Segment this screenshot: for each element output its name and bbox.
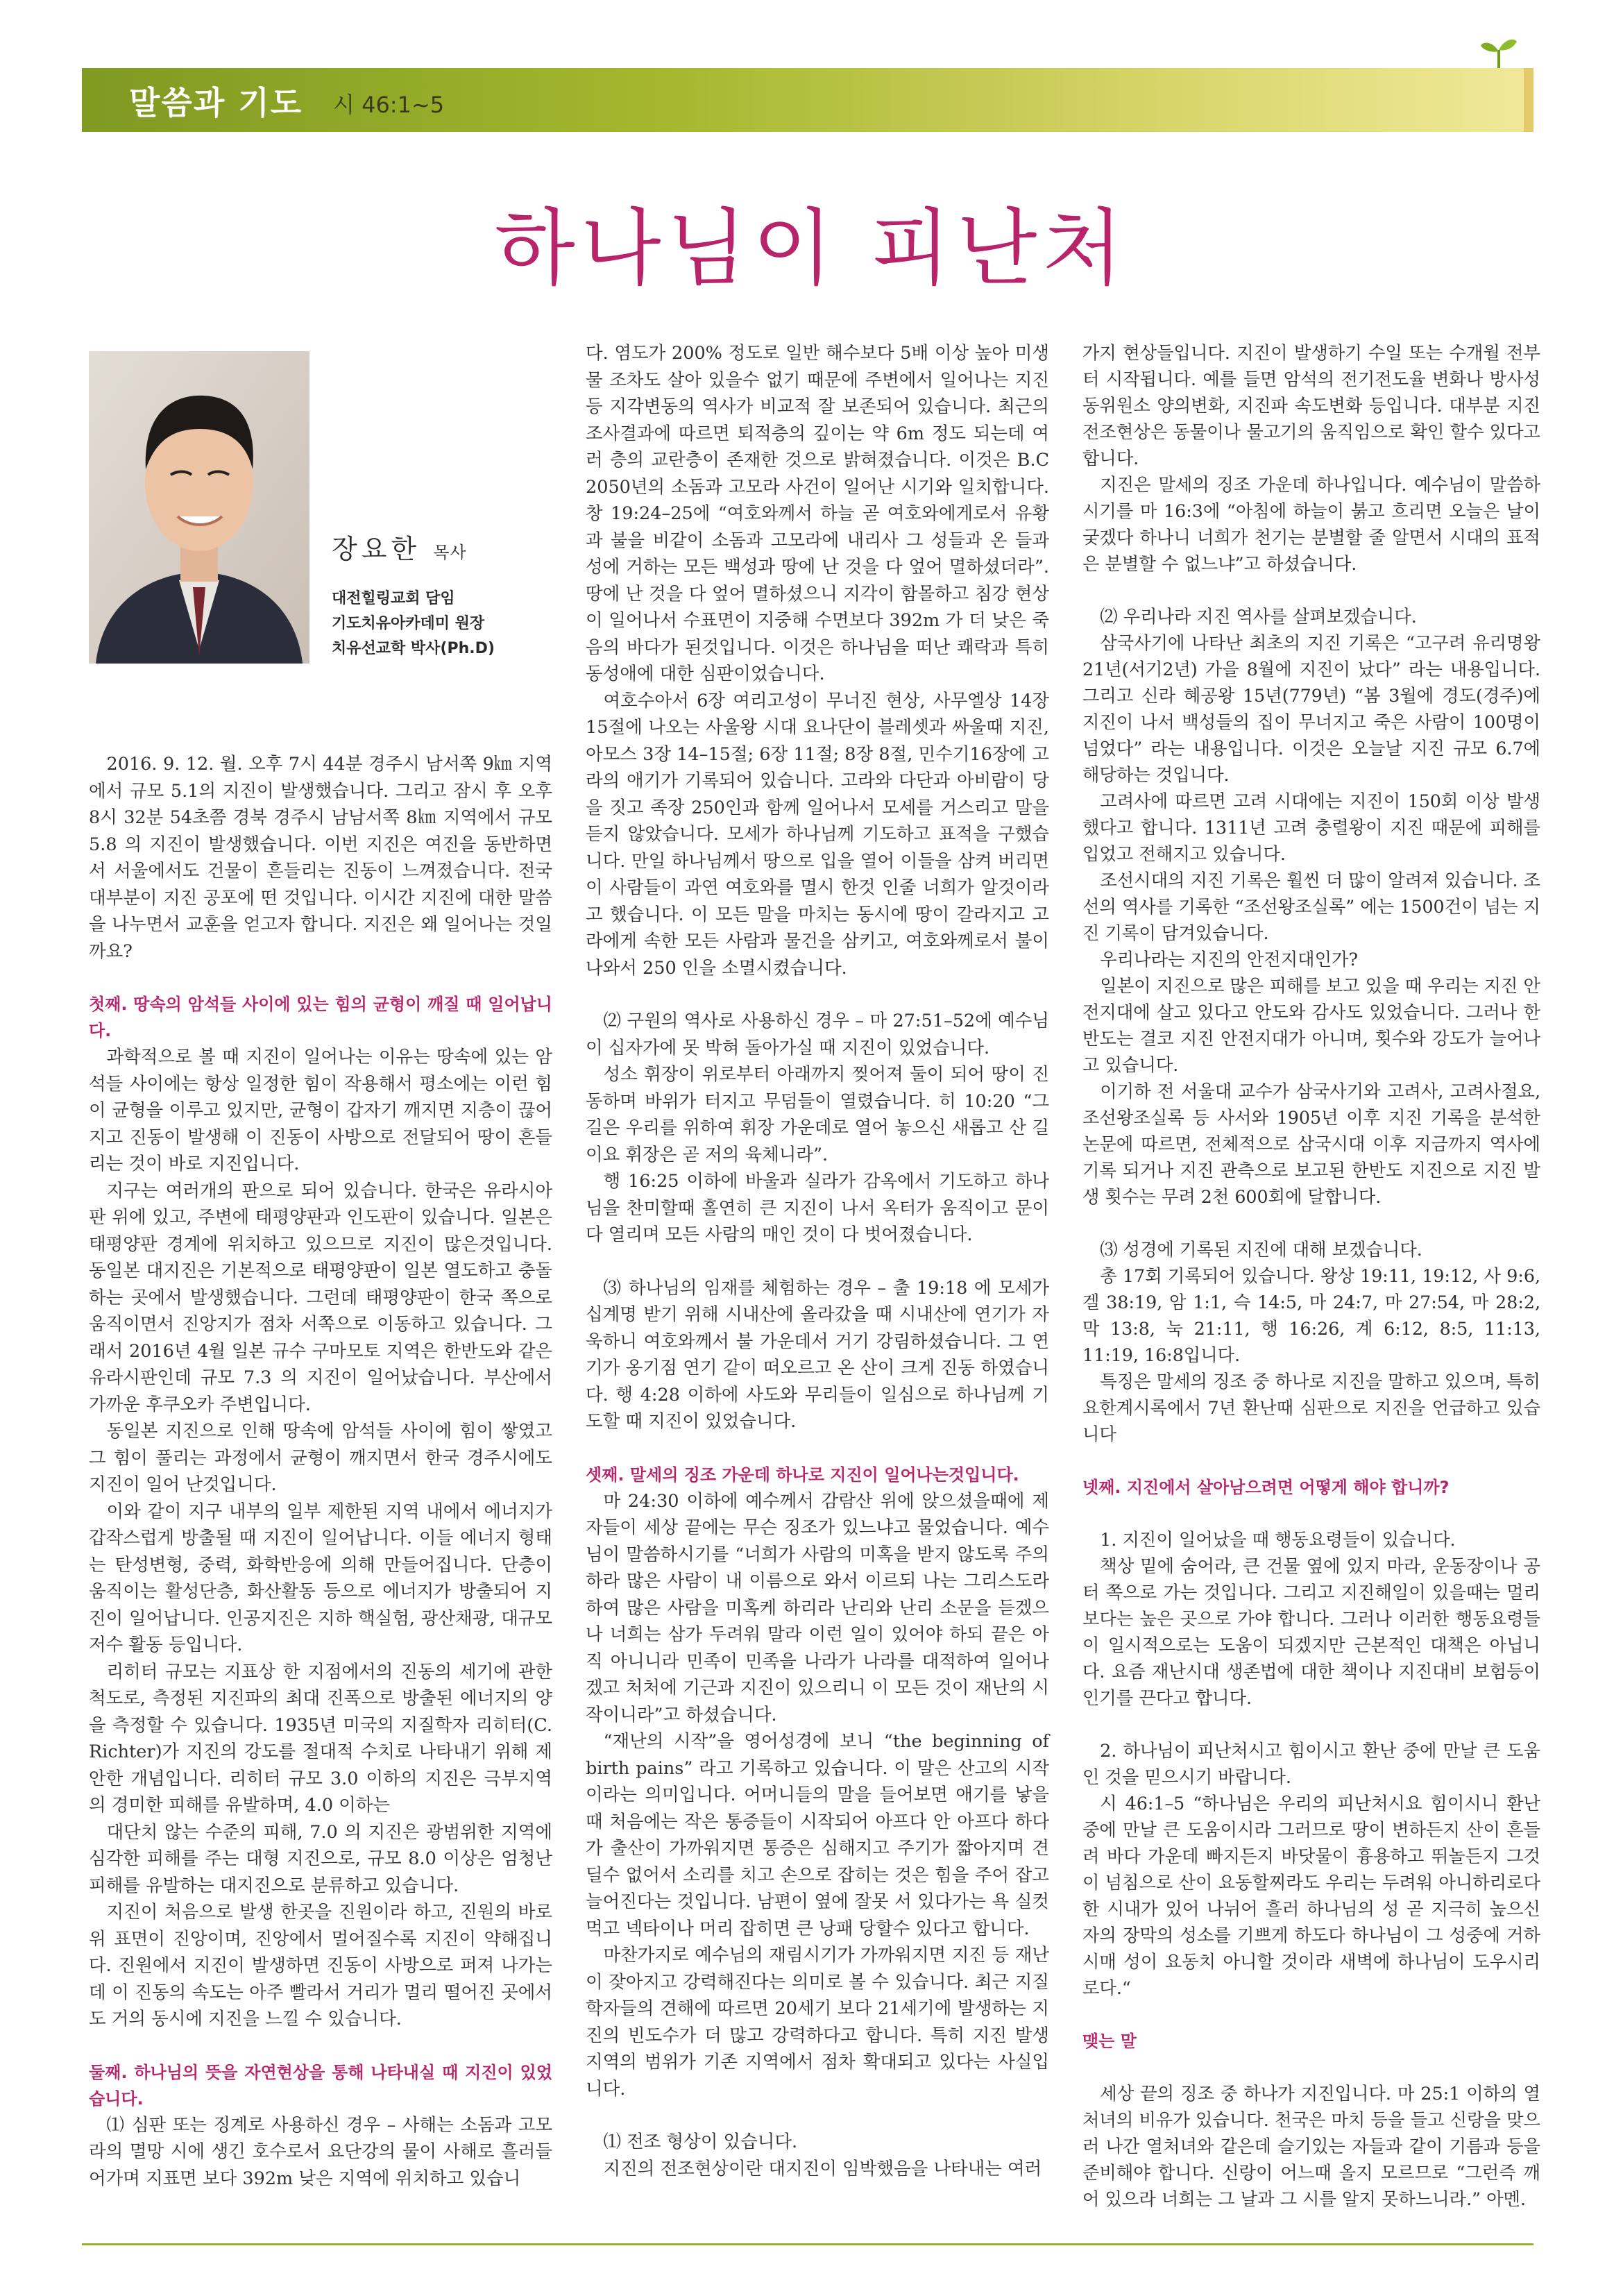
paragraph: 세상 끝의 징조 중 하나가 지진입니다. 마 25:1 이하의 열 처녀의 비유가 있습니다. 천국은 마치 등을 들고 신랑을 맞으러 나간 열처녀와 같은데 슬기있는 자들과 같이 기름과 등을 준비해야 합니다. 신랑이 어느때 올지 모르므로 “그런즉 깨어 있으라 너희는 그 날과 그 시를 알지 못하느니라.” 아멘.: [1082, 2084, 1540, 2209]
paragraph-spacer: [89, 965, 552, 991]
paragraph: 지구는 여러개의 판으로 되어 있습니다. 한국은 유라시아 판 위에 있고, 주변에 태평양판과 인도판이 있습니다. 일본은 태평양판 경계에 위치하고 있으므로 지진이 많은것입니다. 동일본 대지진은 기본적으로 태평양판이 일본 열도하고 충돌하는 곳에서 발생했습니다. 그런데 태평양판이 한국 쪽으로 움직이면서 진앙지가 점차 서쪽으로 이동하고 있습니다. 그래서 2016년 4월 일본 규수 구마모토 지역은 한반도와 같은 유라시판인데 규모 7.3 의 지진이 일어났습니다. 부산에서 가까운 후쿠오카 주변입니다.: [89, 1180, 552, 1415]
paragraph: 책상 밑에 숨어라, 큰 건물 옆에 있지 마라, 운동장이나 공터 쪽으로 가는 것입니다. 그리고 지진해일이 있을때는 멀리 보다는 높은 곳으로 가야 합니다. 그러나 이러한 행동요령들이 일시적으로는 도움이 되겠지만 근본적인 대책은 아닙니다. 요즘 재난시대 생존법에 대한 책이나 지진대비 보험등이 인기를 끈다고 합니다.: [1082, 1556, 1540, 1708]
paragraph-spacer: [586, 2102, 1049, 2129]
paragraph: 이와 같이 지구 내부의 일부 제한된 지역 내에서 에너지가 갑작스럽게 방출될 때 지진이 일어납니다. 이들 에너지 형태는 탄성변형, 중력, 화학반응에 의해 만들어집니다. 단층이 움직이는 활성단층, 화산활동 등으로 에너지가 방출되어 지진이 일어납니다. 인공지진은 지하 핵실험, 광산채광, 대규모 저수 활동 등입니다.: [89, 1501, 552, 1655]
author-title: 목사: [433, 543, 467, 562]
paragraph-spacer: [1082, 1712, 1540, 1738]
author-info-line: 치유선교학 박사(Ph.D): [332, 640, 495, 657]
section-title: 말씀과 기도: [129, 84, 303, 121]
paragraph-spacer: [1082, 1448, 1540, 1474]
paragraph: 1. 지진이 일어났을 때 행동요령들이 있습니다.: [1100, 1530, 1456, 1550]
author-name: 장요한: [332, 534, 421, 564]
paragraph: 지진은 말세의 징조 가운데 하나입니다. 예수님이 말씀하시기를 마 16:3에 “아침에 하늘이 붉고 흐리면 오늘은 날이 궂겠다 하나니 너희가 천기는 분별할 줄 알면서 시대의 표적은 분별할 수 없느냐”고 하셨습니다.: [1082, 475, 1540, 574]
paragraph: 고려사에 따르면 고려 시대에는 지진이 150회 이상 발생했다고 합니다. 1311년 고려 충렬왕이 지진 때문에 피해를 입었고 전해지고 있습니다.: [1082, 791, 1540, 864]
paragraph: 동일본 지진으로 인해 땅속에 암석들 사이에 힘이 쌓였고 그 힘이 풀리는 과정에서 균형이 깨지면서 한국 경주시에도 지진이 일어 난것입니다.: [89, 1421, 552, 1495]
author-name-line: [332, 527, 495, 566]
paragraph: 이기하 전 서울대 교수가 삼국사기와 고려사, 고려사절요, 조선왕조실록 등 사서와 1905년 이후 지진 기록을 분석한 논문에 따르면, 전체적으로 삼국시대 이후 지금까지 역사에 기록 되거나 지진 관측으로 보고된 한반도 지진으로 지진 발생 횟수는 무려 2천 600회에 달합니다.: [1082, 1081, 1540, 1207]
paragraph: ⑴ 심판 또는 징계로 사용하신 경우 – 사해는 소돔과 고모라의 멸망 시에 생긴 호수로서 요단강의 물이 사해로 흘러들어가며 지표면 보다 392m 낮은 지역에 위치하고 있습니: [89, 2114, 552, 2189]
paragraph: 지진의 전조현상이란 대지진이 임박했음을 나타내는 여러: [603, 2158, 1042, 2179]
paragraph: ⑶ 성경에 기록된 지진에 대해 보겠습니다.: [1100, 1240, 1422, 1260]
paragraph-spacer: [89, 2033, 552, 2059]
author-photo: [89, 351, 309, 664]
sprout-icon: [1478, 35, 1520, 69]
paragraph: 특징은 말세의 징조 중 하나로 지진을 말하고 있으며, 특히 요한계시록에서 7년 환난때 심판으로 지진을 언급하고 있습니다: [1082, 1371, 1540, 1444]
paragraph: 대단치 않는 수준의 피해, 7.0 의 지진은 광범위한 지역에 심각한 피해를 주는 대형 지진으로, 규모 8.0 이상은 엄청난 피해를 유발하는 대지진으로 분류하고 있습니다.: [89, 1821, 552, 1896]
section-header-bar: [82, 68, 1533, 132]
paragraph-spacer: [586, 1249, 1049, 1275]
section-heading: 첫째. 땅속의 암석들 사이에 있는 힘의 균형이 깨질 때 일어납니다.: [89, 995, 552, 1040]
paragraph: ⑵ 우리나라 지진 역사를 살펴보겠습니다.: [1100, 607, 1417, 627]
paragraph: 조선시대의 지진 기록은 훨씬 더 많이 알려져 있습니다. 조선의 역사를 기록한 “조선왕조실록” 에는 1500건이 넘는 지진 기록이 담겨있습니다.: [1082, 870, 1540, 943]
paragraph-spacer: [586, 1435, 1049, 1462]
article-column-3: [1082, 340, 1540, 2213]
paragraph-spacer: [1082, 2054, 1540, 2081]
author-info-line: 기도치유아카데미 원장: [332, 615, 485, 632]
paragraph-spacer: [1082, 577, 1540, 604]
paragraph: 성소 휘장이 위로부터 아래까지 찢어져 둘이 되어 땅이 진동하며 바위가 터지고 무덤들이 열렸습니다. 히 10:20 “그 길은 우리를 위하여 휘장 가운데로 열어 놓으신 새롭고 산 길이요 휘장은 곧 저의 육체니라”.: [586, 1064, 1049, 1165]
author-info: [332, 586, 495, 661]
paragraph: 우리나라는 지진의 안전지대인가?: [1100, 949, 1359, 970]
paragraph-spacer: [1082, 2002, 1540, 2028]
section-heading: 둘째. 하나님의 뜻을 자연현상을 통해 나타내실 때 지진이 있었습니다.: [89, 2062, 552, 2109]
paragraph: 총 17회 기록되어 있습니다. 왕상 19:11, 19:12, 사 9:6, 겔 38:19, 암 1:1, 슥 14:5, 마 24:7, 마 27:54, 마 28:2, 막 13:8, 눅 21:11, 행 16:26, 계 6:12, 8:5, 11:13, 11:19, 16:8입니다.: [1082, 1266, 1540, 1365]
paragraph: 리히터 규모는 지표상 한 지점에서의 진동의 세기에 관한 척도로, 측정된 지진파의 최대 진폭으로 방출된 에너지의 양을 측정할 수 있습니다. 1935년 미국의 지질학자 리히터(C. Richter)가 지진의 강도를 절대적 수치로 나타내기 위해 제안한 개념입니다. 리히터 규모 3.0 이하의 지진은 극부지역의 경미한 피해를 유발하며, 4.0 이하는: [89, 1661, 552, 1816]
paragraph: “재난의 시작”을 영어성경에 보니 “the beginning of birth pains” 라고 기록하고 있습니다. 이 말은 산고의 시작이라는 의미입니다. 어머니들의 말을 들어보면 애기를 낳을 때 처음에는 작은 통증들이 시작되어 아프다 안 아프다 하다가 출산이 가까워지면 통증은 심해지고 주기가 짧아지며 견딜수 없어서 소리를 치고 손으로 잡히는 것은 힘을 주어 잡고 늘어진다는 것입니다. 남편이 옆에 잘못 서 있다가는 욕 실컷 먹고 넥타이나 머리 잡히면 큰 낭패 당할수 있다고 합니다.: [586, 1731, 1049, 1939]
section-heading: 넷째. 지진에서 살아남으려면 어떻게 해야 합니까?: [1082, 1478, 1450, 1497]
article-column-1: [89, 751, 552, 2192]
section-heading: 맺는 말: [1082, 2032, 1137, 2051]
paragraph: 과학적으로 볼 때 지진이 일어나는 이유는 땅속에 있는 암석들 사이에는 항상 일정한 힘이 작용해서 평소에는 이런 힘이 균형을 이루고 있지만, 균형이 갑자기 깨지면 지층이 끊어지고 진동이 발생해 이 진동이 사방으로 전달되어 땅이 흔들리는 것이 바로 지진입니다.: [89, 1047, 552, 1174]
paragraph-spacer: [586, 981, 1049, 1008]
paragraph: 행 16:25 이하에 바울과 실라가 감옥에서 기도하고 하나님을 찬미할때 홀연히 큰 지진이 나서 옥터가 움직이고 문이 다 열리며 모든 사람의 매인 것이 다 벗어졌습니다.: [586, 1171, 1049, 1245]
author-block: [332, 527, 495, 661]
paragraph-spacer: [1082, 1501, 1540, 1527]
header-bar-edge: [1524, 68, 1533, 132]
paragraph: ⑵ 구원의 역사로 사용하신 경우 – 마 27:51–52에 예수님이 십자가에 못 박혀 돌아가실 때 지진이 있었습니다.: [586, 1011, 1049, 1058]
paragraph: 다. 염도가 200% 정도로 일반 해수보다 5배 이상 높아 미생물 조차도 살아 있을수 없기 때문에 주변에서 일어나는 지진 등 지각변동의 역사가 비교적 잘 보존되어 있습니다. 최근의 조사결과에 따르면 퇴적층의 깊이는 약 6m 정도 되는데 여러 층의 교란층이 존재한 것으로 밝혀졌습니다. 이것은 B.C 2050년의 소돔과 고모라 사건이 일어난 시기와 일치합니다. 창 19:24–25에 “여호와께서 하늘 곧 여호와에게로서 유황과 불을 비같이 소돔과 고모라에 내리사 그 성들과 온 들과 성에 거하는 모든 백성과 땅에 난 것을 다 엎어 멸하셨더라”. 땅에 난 것을 다 엎어 멸하셨으니 지각이 함몰하고 침강 현상이 일어나서 수표면이 지중해 수면보다 392m 가 더 낮은 죽음의 바다가 된것입니다. 이것은 하나님을 떠난 쾌락과 특히 동성애에 대한 심판이었습니다.: [586, 343, 1049, 684]
paragraph: 마 24:30 이하에 예수께서 감람산 위에 앉으셨을때에 제자들이 세상 끝에는 무슨 징조가 있느냐고 물었습니다. 예수님이 말씀하시기를 “너희가 사람의 미혹을 받지 않도록 주의 하라 많은 사람이 내 이름으로 와서 이르되 나는 그리스도라 하여 많은 사람을 미혹케 하리라 난리와 난리 소문을 듣겠으나 너희는 삼가 두려워 말라 이런 일이 있어야 하되 끝은 아직 아니니라 민족이 민족을 나라가 나라를 대적하여 일어나겠고 처처에 기근과 지진이 있으리니 이 모든 것이 재난의 시작이니라”고 하셨습니다.: [586, 1490, 1049, 1725]
section-heading: 셋째. 말세의 징조 가운데 하나로 지진이 일어나는것입니다.: [586, 1464, 1019, 1485]
paragraph: 여호수아서 6장 여리고성이 무너진 현상, 사무엘상 14장 15절에 나오는 사울왕 시대 요나단이 블레셋과 싸울때 지진, 아모스 3장 14–15절; 6장 11절; 8장 8절, 민수기16장에 고라의 애기가 기록되어 있습니다. 고라와 다단과 아비람이 당을 짓고 족장 250인과 함께 일어나서 모세를 거스리고 말을 듣지 않았습니다. 모세가 하나님께 기도하고 표적을 구했습니다. 만일 하나님께서 땅으로 입을 열어 이들을 삼켜 버리면 이 사람들이 과연 여호와를 멸시 한것 인줄 너희가 알것이라고 했습니다. 이 모든 말을 마치는 동시에 땅이 갈라지고 고라에게 속한 모든 사람과 물건을 삼키고, 여호와께로서 불이 나와서 250 인을 소멸시켰습니다.: [586, 690, 1049, 979]
scripture-reference: 시 46:1~5: [333, 92, 445, 118]
author-info-line: 대전힐링교회 담임: [332, 590, 455, 607]
paragraph: 2016. 9. 12. 월. 오후 7시 44분 경주시 남서쪽 9㎞ 지역에서 규모 5.1의 지진이 발생했습니다. 그리고 잠시 후 오후 8시 32분 54초쯤 경북 경주시 남남서쪽 8㎞ 지역에서 규모 5.8 의 지진이 발생했습니다. 이번 지진은 여진을 동반하면서 서울에서도 건물이 흔들리는 진동이 느껴졌습니다. 전국 대부분이 지진 공포에 떤 것입니다. 이시간 지진에 대한 말씀을 나누면서 교훈을 얻고자 합니다. 지진은 왜 일어나는 것일까요?: [89, 754, 552, 962]
paragraph: 2. 하나님이 피난처시고 힘이시고 환난 중에 만날 큰 도움인 것을 믿으시기 바랍니다.: [1082, 1741, 1540, 1787]
paragraph: ⑴ 전조 형상이 있습니다.: [603, 2132, 798, 2152]
paragraph: 시 46:1–5 “하나님은 우리의 피난처시요 힘이시니 환난 중에 만날 큰 도움이시라 그러므로 땅이 변하든지 산이 흔들려 바다 가운데 빠지든지 바닷물이 흉용하고 뛰놀든지 그것이 넘침으로 산이 요동할찌라도 우리는 두려워 아니하리로다 한 시내가 있어 나뉘어 흘러 하나님의 성 곧 지극히 높으신 자의 장막의 성소를 기쁘게 하도다 하나님이 그 성중에 거하시매 성이 요동치 아니할 것이라 새벽에 하나님이 도우시리로다.“: [1082, 1793, 1540, 1998]
paragraph: 지진이 처음으로 발생 한곳을 진원이라 하고, 진원의 바로 위 표면이 진앙이며, 진앙에서 멀어질수록 지진이 약해집니다. 진원에서 지진이 발생하면 진동이 사방으로 퍼져 나가는데 이 진동의 속도는 아주 빨라서 거리가 멀리 떨어진 곳에서도 거의 동시에 지진을 느낄 수 있습니다.: [89, 1902, 552, 2029]
paragraph-spacer: [1082, 1210, 1540, 1237]
article-column-2: [586, 340, 1049, 2182]
paragraph: 일본이 지진으로 많은 피해를 보고 있을 때 우리는 지진 안전지대에 살고 있다고 안도와 감사도 있었습니다. 그러나 한반도는 결코 지진 안전지대가 아니며, 횟수와 강도가 늘어나고 있습니다.: [1082, 976, 1540, 1075]
bottom-divider: [82, 2243, 1533, 2245]
paragraph: 삼국사기에 나타난 최초의 지진 기록은 “고구려 유리명왕 21년(서기2년) 가을 8월에 지진이 났다” 라는 내용입니다. 그리고 신라 혜공왕 15년(779년) “봄 3월에 경도(경주)에 지진이 나서 백성들의 집이 무너지고 죽은 사람이 100명이 넘었다” 라는 내용입니다. 이것은 오늘날 지진 규모 6.7에 해당하는 것입니다.: [1082, 633, 1540, 785]
article-title: 하나님이 피난처: [494, 201, 1129, 297]
paragraph: 가지 현상들입니다. 지진이 발생하기 수일 또는 수개월 전부터 시작됩니다. 예를 들면 암석의 전기전도율 변화나 방사성 동위원소 양의변화, 지진파 속도변화 등입니다. 대부분 지진 전조현상은 동물이나 물고기의 움직임으로 확인 할수 있다고 합니다.: [1082, 343, 1540, 469]
paragraph: ⑶ 하나님의 임재를 체험하는 경우 – 출 19:18 에 모세가 십계명 받기 위해 시내산에 올라갔을 때 시내산에 연기가 자욱하니 여호와께서 불 가운데서 거기 강림하셨습니다. 그 연기가 옹기점 연기 같이 떠오르고 온 산이 크게 진동 하였습니다. 행 4:28 이하에 사도와 무리들이 일심으로 하나님께 기도할 때 지진이 있었습니다.: [586, 1277, 1049, 1432]
paragraph: 마찬가지로 예수님의 재림시기가 가까워지면 지진 등 재난이 잦아지고 강력해진다는 의미로 볼 수 있습니다. 최근 지질학자들의 견해에 따르면 20세기 보다 21세기에 발생하는 지진의 빈도수가 더 많고 강력하다고 합니다. 특히 지진 발생 지역의 범위가 기존 지역에서 점차 확대되고 있다는 사실입니다.: [586, 1945, 1049, 2100]
